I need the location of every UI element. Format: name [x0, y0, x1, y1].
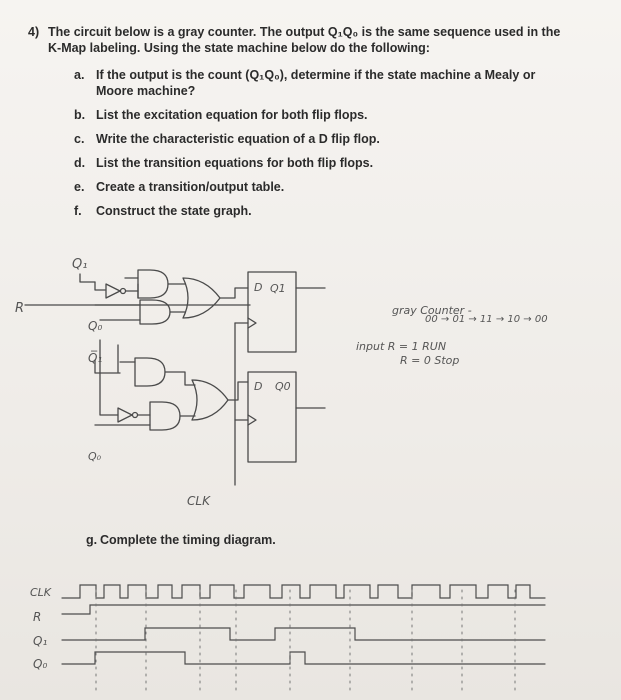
item-letter: a. [74, 68, 85, 82]
r-waveform [62, 605, 545, 614]
q0-waveform [62, 652, 545, 664]
circuit-label-q1-bar: Q̅₁ [88, 351, 103, 365]
ff0-q-label: Q0 [275, 380, 291, 393]
part-g-letter: g. [86, 533, 98, 547]
item-text: Write the characteristic equation of a D flip flop. [96, 132, 380, 146]
question-line-2: K-Map labeling. Using the state machine below do the following: [48, 41, 430, 55]
item-text-continued: Moore machine? [96, 84, 196, 98]
item-letter: b. [74, 108, 86, 122]
circuit-label-r: R [15, 301, 25, 316]
circuit-label-q0-bottom: Q₀ [88, 450, 102, 463]
circuit-label-clk: CLK [187, 494, 210, 508]
item-text: List the excitation equation for both flip flops. [96, 108, 368, 122]
item-letter: c. [74, 132, 85, 146]
circuit-label-q1: Q₁ [72, 257, 88, 272]
circuit-label-q0: Q₀ [88, 319, 103, 333]
item-text: List the transition equations for both flip flops. [96, 156, 374, 170]
ff1-d-label: D [254, 281, 263, 294]
question-line-1: The circuit below is a gray counter. The output Q₁Q₀ is the same sequence used in the [48, 25, 561, 39]
part-g-text: Complete the timing diagram. [100, 533, 276, 547]
item-text: If the output is the count (Q₁Q₀), determine if the state machine a Mealy or [96, 68, 536, 82]
note-gray-counter: gray Counter - [392, 304, 472, 317]
note-stop: R = 0 Stop [400, 354, 460, 367]
item-letter: d. [74, 156, 86, 170]
item-letter: f. [74, 204, 82, 218]
item-letter: e. [74, 180, 85, 194]
timing-label-q1: Q₁ [33, 634, 48, 648]
note-input-run: input R = 1 RUN [356, 340, 447, 353]
timing-label-q0: Q₀ [33, 657, 48, 671]
note-sequence: 00 → 01 → 11 → 10 → 00 [425, 314, 548, 325]
timing-label-r: R [33, 610, 42, 624]
timing-label-clk: CLK [30, 586, 52, 599]
q1-waveform [62, 628, 545, 640]
question-number: 4) [28, 25, 40, 39]
ff1-q-label: Q1 [270, 282, 286, 295]
item-text: Create a transition/output table. [96, 180, 285, 194]
item-text: Construct the state graph. [96, 204, 252, 218]
clk-waveform [62, 585, 545, 598]
ff0-d-label: D [254, 380, 263, 393]
